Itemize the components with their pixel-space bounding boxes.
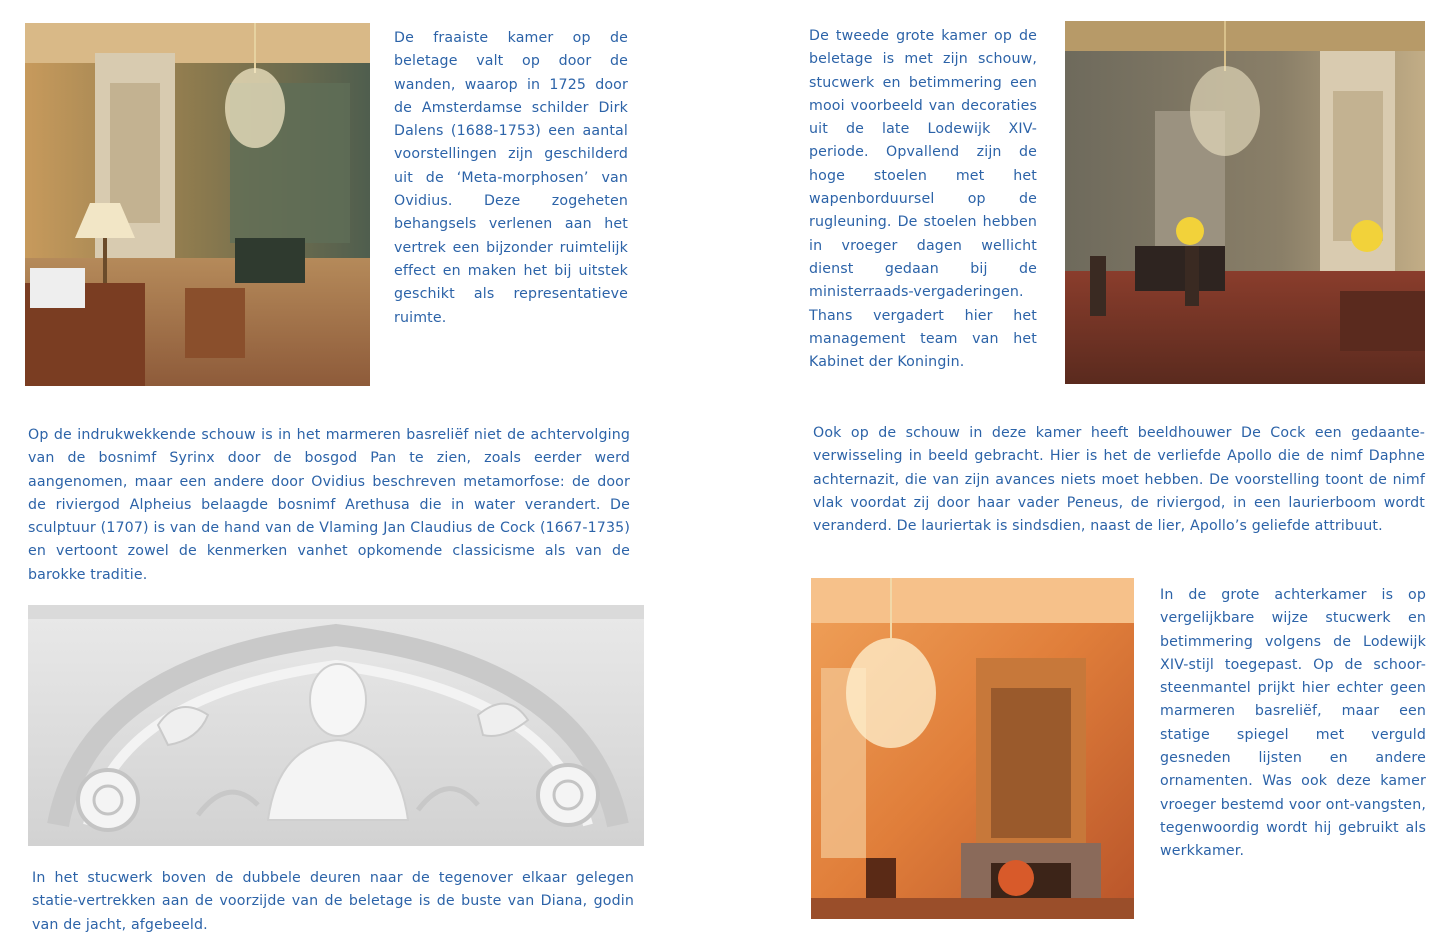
paragraph-room-one: De fraaiste kamer op de beletage valt op door de wanden, waarop in 1725 door de Amsterdamse schilder Dirk Dalens (1688-1753) een aantal voorstellingen zijn geschilderd uit de ‘Meta-morphosen’ van Ovidius. Deze zogeheten behangsels verlenen aan het vertrek een bijzonder ruimtelijk effect en maken het bij uitstek geschikt als representatieve ruimte.	[394, 30, 628, 326]
paragraph-schouw-two: Ook op de schouw in deze kamer heeft beeldhouwer De Cock een gedaante-verwisseling in beeld gebracht. Hier is het de verliefde Apollo die de nimf Daphne achternazit, die van zijn avances niets moet hebben. De voorstelling toont de nimf vlak voordat zij door haar vader Peneus, de riviergod, in een laurierboom wordt veranderd. De lauriertak is sindsdien, naast de lier, Apollo’s geliefde attribuut.	[813, 425, 1425, 535]
paragraph-schouw-one: Op de indrukwekkende schouw is in het marmeren basreliëf niet de achtervolging van de bosnimf Syrinx door de bosgod Pan te zien, zoals eerder werd aangenomen, maar een andere door Ovidius beschreven metamorfose: de door de riviergod Alpheius belaagde bosnimf Arethusa die in water verandert. De sculptuur (1707) is van de hand van de Vlaming Jan Claudius de Cock (1667-1735) en vertoont zowel de kenmerken vanhet opkomende classicisme als van de barokke traditie.	[28, 427, 630, 583]
photo-back-room	[811, 578, 1134, 919]
paragraph-achterkamer: In de grote achterkamer is op vergelijkbare wijze stucwerk en betimmering volgens de Lodewijk XIV-stijl toegepast. Op de schoor-steenmantel prijkt hier echter geen marmeren basreliëf, maar een statige spiegel met verguld gesneden lijsten en andere ornamenten. Was ook deze kamer vroeger bestemd voor ont-vangsten, tegenwoordig wordt hij gebruikt als werkkamer.	[1160, 587, 1426, 860]
paragraph-room-two: De tweede grote kamer op de beletage is met zijn schouw, stucwerk en betimmering een mooi voorbeeld van decoraties uit de late Lodewijk XIV-periode. Opvallend zijn de hoge stoelen met het wapenborduursel op de rugleuning. De stoelen hebben in vroeger dagen wellicht dienst gedaan bij de ministerraads-vergaderingen. Thans vergadert hier het management team van het Kabinet der Koningin.	[809, 28, 1037, 371]
stucco-relief-illustration	[28, 605, 644, 846]
photo-painted-room	[25, 23, 370, 386]
photo-meeting-room	[1065, 21, 1425, 384]
back-room-illustration	[811, 578, 1134, 919]
photo-stucco-relief	[28, 605, 644, 846]
painted-room-illustration	[25, 23, 370, 386]
paragraph-stucwerk: In het stucwerk boven de dubbele deuren naar de tegenover elkaar gelegen statie-vertrekken aan de voorzijde van de beletage is de buste van Diana, godin van de jacht, afgebeeld.	[32, 870, 634, 933]
meeting-room-illustration	[1065, 21, 1425, 384]
